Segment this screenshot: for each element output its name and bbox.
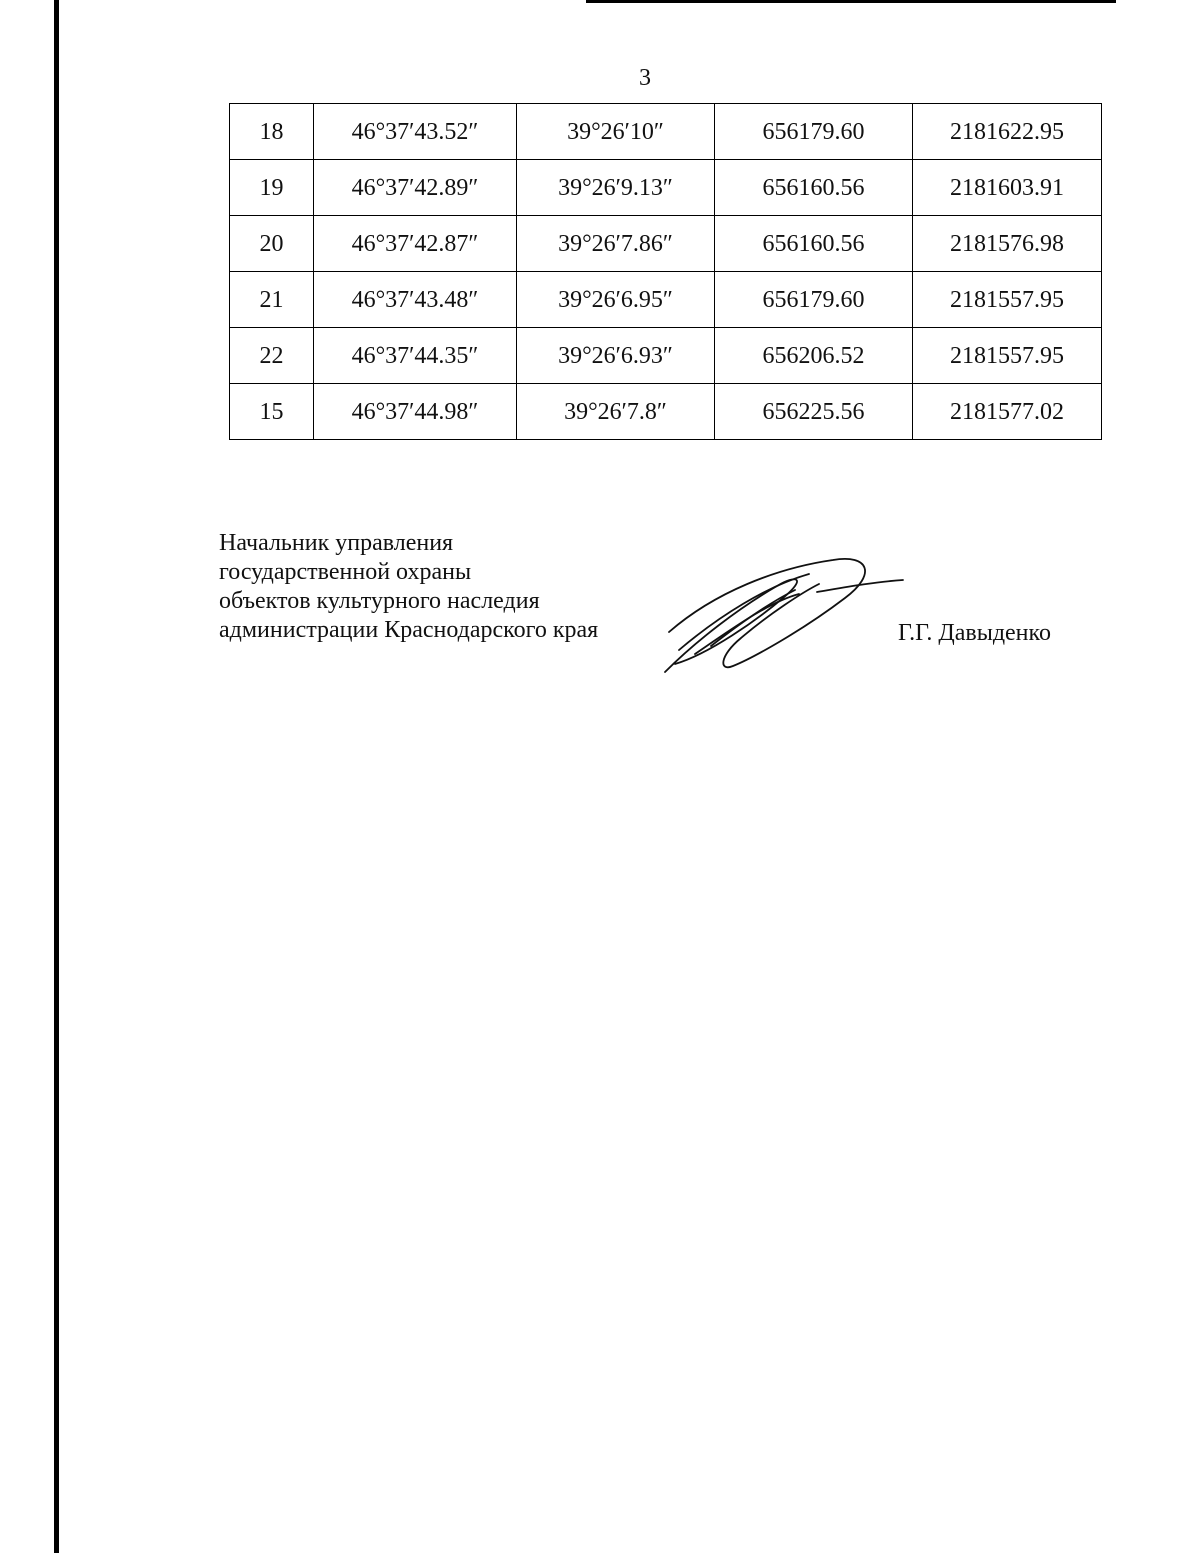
longitude-cell: 39°26′9.13″ <box>517 160 715 216</box>
y-coordinate-cell: 2181577.02 <box>913 384 1102 440</box>
point-number-cell: 20 <box>230 216 314 272</box>
x-coordinate-cell: 656160.56 <box>715 216 913 272</box>
y-coordinate-cell: 2181576.98 <box>913 216 1102 272</box>
x-coordinate-cell: 656206.52 <box>715 328 913 384</box>
point-number-cell: 22 <box>230 328 314 384</box>
y-coordinate-cell: 2181557.95 <box>913 328 1102 384</box>
scan-top-edge <box>586 0 1116 3</box>
signer-position-line: объектов культурного наследия <box>219 588 540 614</box>
latitude-cell: 46°37′42.89″ <box>314 160 517 216</box>
latitude-cell: 46°37′44.35″ <box>314 328 517 384</box>
handwritten-signature <box>655 550 910 680</box>
longitude-cell: 39°26′6.93″ <box>517 328 715 384</box>
y-coordinate-cell: 2181603.91 <box>913 160 1102 216</box>
table-row <box>230 216 1102 272</box>
signer-position-line: государственной охраны <box>219 559 472 585</box>
signer-name: Г.Г. Давыденко <box>898 620 1051 646</box>
signer-position-line: администрации Краснодарского края <box>219 617 599 643</box>
table-row <box>230 328 1102 384</box>
table-row <box>230 384 1102 440</box>
latitude-cell: 46°37′43.48″ <box>314 272 517 328</box>
scan-left-edge <box>54 0 59 1553</box>
y-coordinate-cell: 2181622.95 <box>913 104 1102 160</box>
point-number-cell: 19 <box>230 160 314 216</box>
point-number-cell: 18 <box>230 104 314 160</box>
signer-position <box>219 529 659 645</box>
signer-position-line: Начальник управления <box>219 530 454 556</box>
y-coordinate-cell: 2181557.95 <box>913 272 1102 328</box>
longitude-cell: 39°26′10″ <box>517 104 715 160</box>
longitude-cell: 39°26′6.95″ <box>517 272 715 328</box>
table-row <box>230 160 1102 216</box>
point-number-cell: 21 <box>230 272 314 328</box>
x-coordinate-cell: 656179.60 <box>715 104 913 160</box>
table-row <box>230 104 1102 160</box>
longitude-cell: 39°26′7.86″ <box>517 216 715 272</box>
page-number: 3 <box>639 65 651 91</box>
coordinates-table <box>229 103 1102 440</box>
table-row <box>230 272 1102 328</box>
point-number-cell: 15 <box>230 384 314 440</box>
x-coordinate-cell: 656160.56 <box>715 160 913 216</box>
latitude-cell: 46°37′42.87″ <box>314 216 517 272</box>
x-coordinate-cell: 656179.60 <box>715 272 913 328</box>
latitude-cell: 46°37′43.52″ <box>314 104 517 160</box>
latitude-cell: 46°37′44.98″ <box>314 384 517 440</box>
longitude-cell: 39°26′7.8″ <box>517 384 715 440</box>
x-coordinate-cell: 656225.56 <box>715 384 913 440</box>
